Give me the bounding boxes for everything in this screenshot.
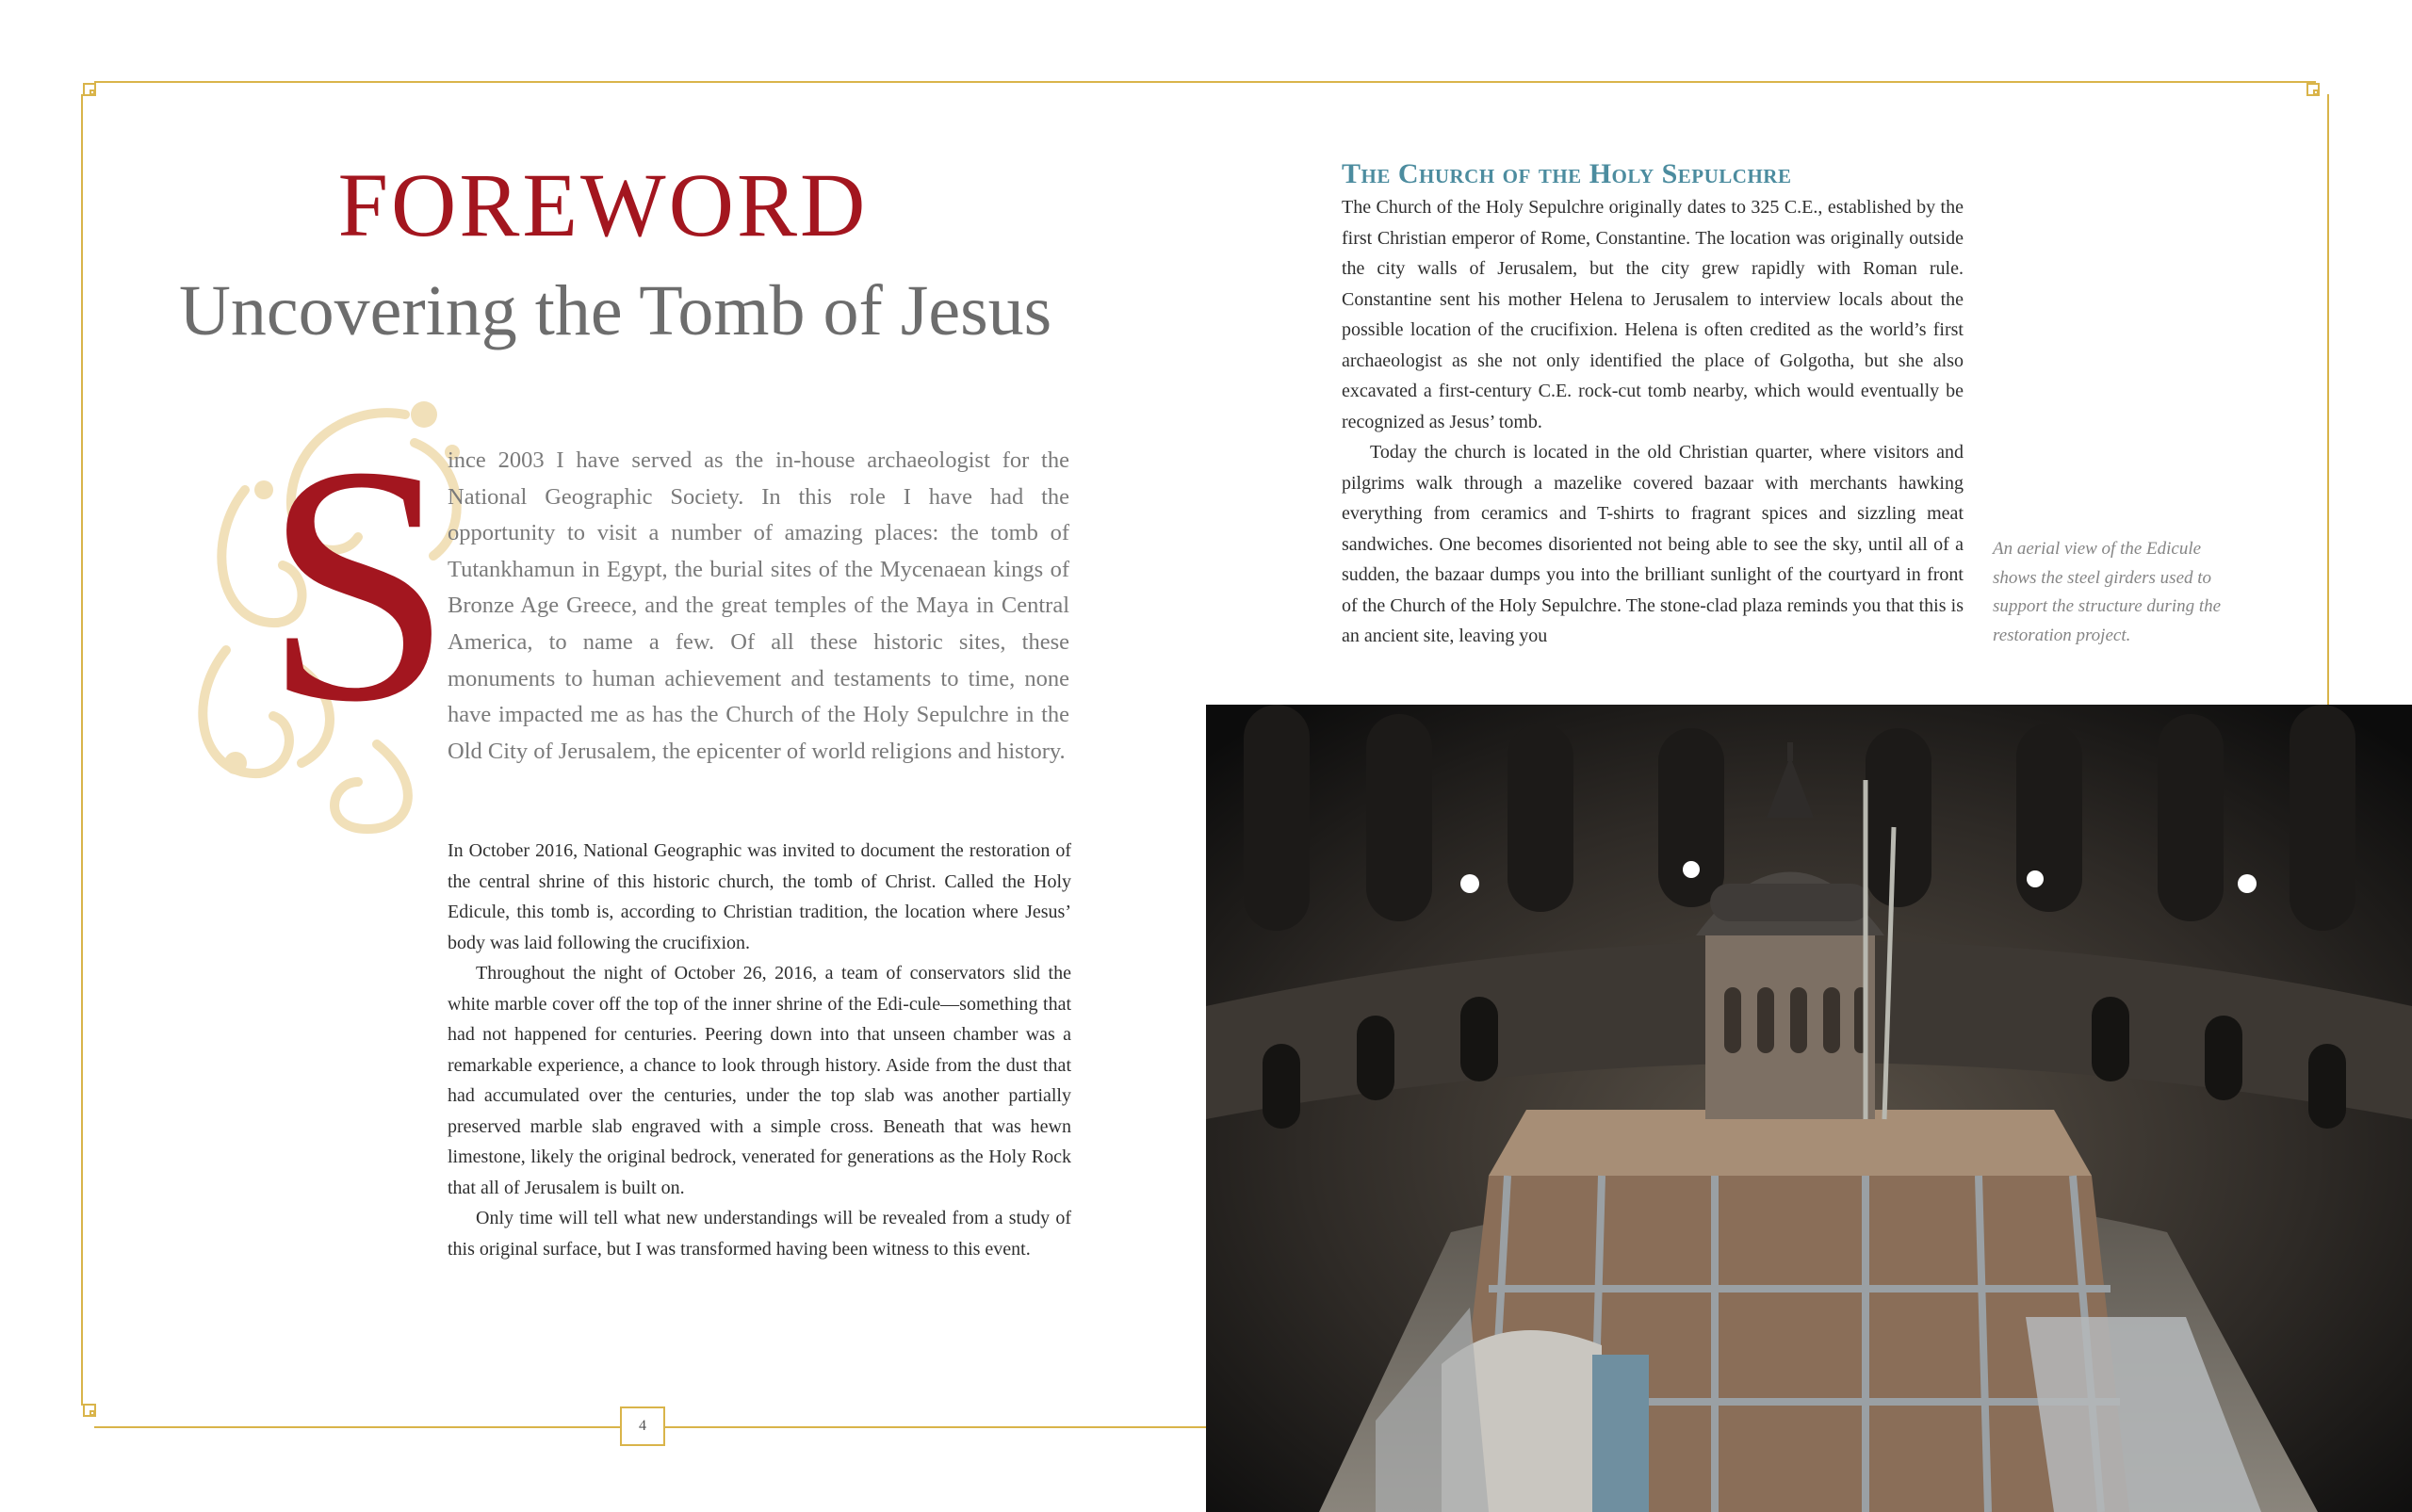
right-paragraph-2: Today the church is located in the old Christian quarter, where visitors and pilgrims walk through a mazelike covered bazaar with merchants hawking everything from ceramics and T-shirts to fragrant spices and sizzling meat sandwiches. One becomes disoriented not being able to see the sky, until all of a sudden, the bazaar dumps you into the brilliant sunlight of the courtyard in front of the Church of the Holy Sepulchre. The stone-clad plaza reminds you that this is an ancient site, leaving you bbox=[1342, 442, 1964, 646]
drop-cap: S bbox=[264, 396, 453, 772]
frame-corner-top-left bbox=[83, 83, 96, 96]
frame-left bbox=[81, 94, 83, 1406]
frame-bottom-left bbox=[94, 1426, 620, 1428]
title-block bbox=[179, 154, 1027, 255]
left-column bbox=[448, 836, 1071, 1264]
frame-corner-top-right bbox=[2306, 83, 2320, 96]
page-number: 4 bbox=[620, 1406, 665, 1446]
right-column bbox=[1342, 192, 1964, 652]
right-paragraph-1: The Church of the Holy Sepulchre originally dates to 325 C.E., established by the first Christian emperor of Rome, Constantine. The location was originally outside the city walls of Jerusalem, but the city grew rapidly with Roman rule. Constantine sent his mother Helena to Jerusalem to interview locals about the possible location of the crucifixion. Helena is often credited as the world’s first archaeologist as she not only identified the place of Golgotha, but she also excavated a first-century C.E. rock-cut tomb nearby, which would eventually be recognized as Jesus’ tomb. bbox=[1342, 197, 1964, 432]
frame-right bbox=[2327, 94, 2329, 707]
left-paragraph-2: Throughout the night of October 26, 2016, a team of conservators slid the white marble cover off the top of the inner shrine of the Edi-cule—something that had not happened for centuries. Peering down into that unseen chamber was a remarkable experience, a chance to look through history. Aside from the dust that had accumulated over the centuries, under the top slab was another partially preserved marble slab engraved with a simple cross. Beneath that was hewn limestone, likely the original bedrock, venerated for generations as the Holy Rock that all of Jerusalem is built on. bbox=[448, 963, 1071, 1198]
page-subtitle: Uncovering the Tomb of Jesus bbox=[179, 271, 1052, 350]
left-paragraph-1: In October 2016, National Geographic was invited to document the restoration of the central shrine of this historic church, the tomb of Christ. Called the Holy Edicule, this tomb is, according to Christian tradition, the location where Jesus’ body was laid following the crucifixion. bbox=[448, 840, 1071, 953]
section-heading: The Church of the Holy Sepulchre bbox=[1342, 158, 1792, 189]
photo-caption: An aerial view of the Edicule shows the steel girders used to support the structure during the restoration project. bbox=[1993, 539, 2222, 645]
frame-bottom-right bbox=[665, 1426, 1206, 1428]
page-title: FOREWORD bbox=[337, 154, 869, 255]
edicule-photo bbox=[1206, 705, 2412, 1512]
frame-top bbox=[94, 81, 2316, 83]
frame-corner-bottom-left bbox=[83, 1404, 96, 1417]
left-paragraph-3: Only time will tell what new understandings will be revealed from a study of this original surface, but I was transformed having been witness to this event. bbox=[448, 1208, 1071, 1260]
lead-paragraph: ince 2003 I have served as the in-house archaeologist for the National Geographic Society. In this role I have had the opportunity to visit a number of amazing places: the tomb of Tutankhamun in Egypt, the burial sites of the Mycenaean kings of Bronze Age Greece, and the great temples of the Maya in Central America, to name a few. Of all these historic sites, these monuments to human achievement and testaments to time, none have impacted me as has the Church of the Holy Sepulchre in the Old City of Jerusalem, the epicenter of world religions and history. bbox=[448, 447, 1069, 764]
